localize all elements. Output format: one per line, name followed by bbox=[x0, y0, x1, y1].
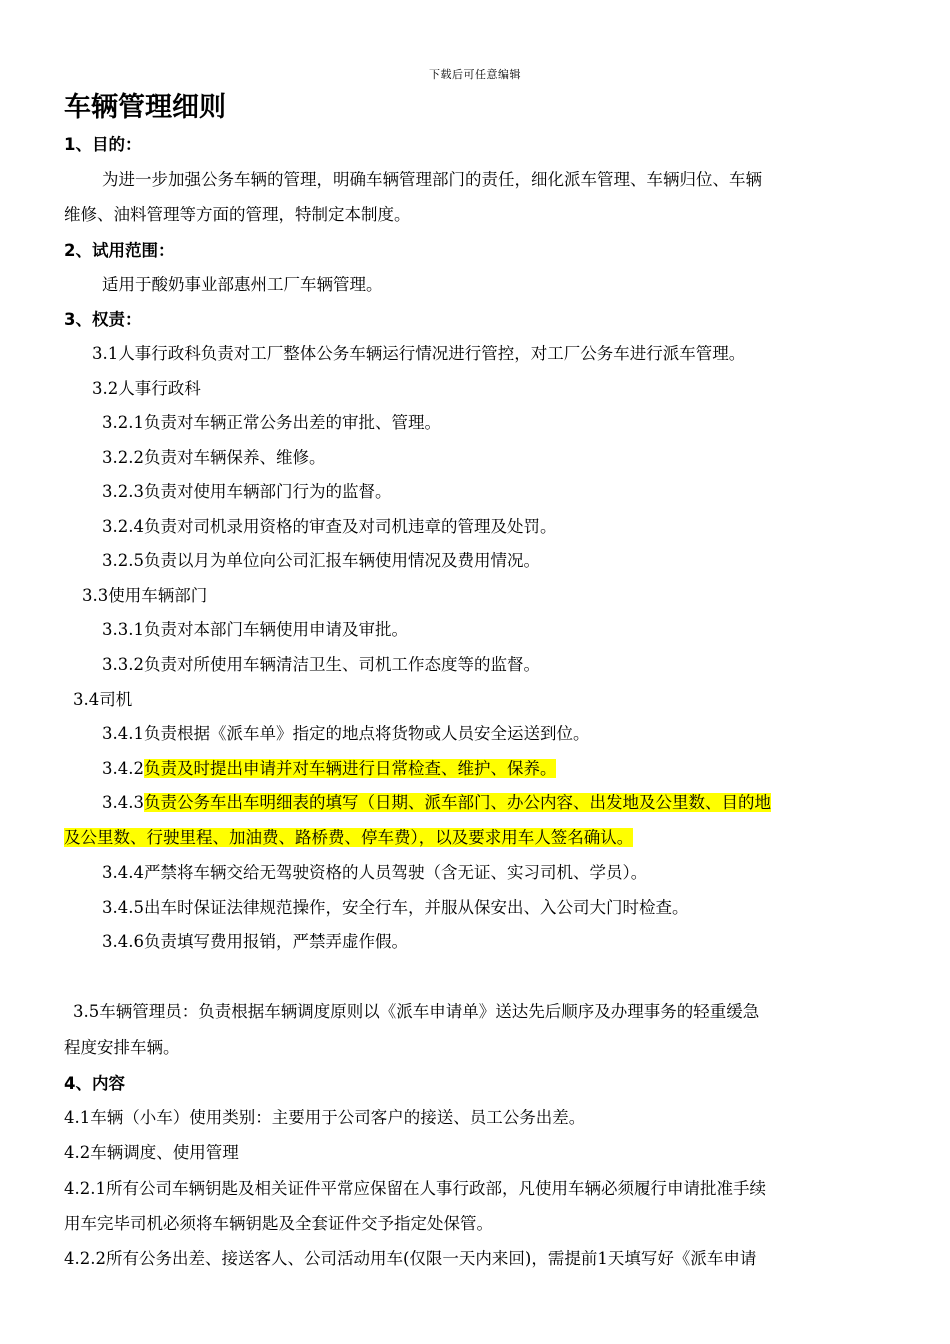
item-3-4-3-highlighted-text-line-2: 及公里数、行驶里程、加油费、路桥费、停车费），以及要求用车人签名确认。 bbox=[64, 828, 634, 847]
item-3-2: 3.2人事行政科 bbox=[92, 379, 201, 398]
item-3-4-3 bbox=[102, 791, 924, 815]
section-1-paragraph-line-1: 为进一步加强公务车辆的管理，明确车辆管理部门的责任，细化派车管理、车辆归位、车辆 bbox=[102, 170, 762, 189]
item-3-4-4: 3.4.4严禁将车辆交给无驾驶资格的人员驾驶（含无证、实习司机、学员）。 bbox=[102, 863, 648, 882]
item-4-2-2-line-1: 4.2.2所有公务出差、接送客人、公司活动用车(仅限一天内来回)，需提前1天填写好《派车申请 bbox=[64, 1249, 757, 1268]
item-4-2-1-line-2: 用车完毕司机必须将车辆钥匙及全套证件交予指定处保管。 bbox=[64, 1214, 493, 1233]
item-3-3-1: 3.3.1负责对本部门车辆使用申请及审批。 bbox=[102, 620, 408, 639]
item-4-1: 4.1车辆（小车）使用类别：主要用于公司客户的接送、员工公务出差。 bbox=[64, 1108, 586, 1127]
item-3-5-line-2: 程度安排车辆。 bbox=[64, 1038, 180, 1057]
item-3-4-1: 3.4.1负责根据《派车单》指定的地点将货物或人员安全运送到位。 bbox=[102, 724, 590, 743]
item-3-4-2-number: 3.4.2 bbox=[102, 759, 144, 778]
header-note: 下载后可任意编辑 bbox=[429, 68, 521, 81]
item-3-2-2: 3.2.2负责对车辆保养、维修。 bbox=[102, 448, 326, 467]
section-4-heading: 4、内容 bbox=[64, 1074, 125, 1093]
section-2-heading: 2、试用范围： bbox=[64, 241, 175, 260]
item-4-2: 4.2车辆调度、使用管理 bbox=[64, 1143, 239, 1162]
item-3-2-3: 3.2.3负责对使用车辆部门行为的监督。 bbox=[102, 482, 392, 501]
item-3-4-3-number: 3.4.3 bbox=[102, 793, 144, 812]
item-3-1: 3.1人事行政科负责对工厂整体公务车辆运行情况进行管控，对工厂公务车进行派车管理。 bbox=[92, 344, 746, 363]
item-3-4: 3.4司机 bbox=[73, 690, 133, 709]
item-3-2-1: 3.2.1负责对车辆正常公务出差的审批、管理。 bbox=[102, 413, 441, 432]
item-3-4-2-highlighted-text: 负责及时提出申请并对车辆进行日常检查、维护、保养。 bbox=[143, 759, 557, 778]
item-3-4-2 bbox=[102, 757, 924, 781]
section-2-paragraph: 适用于酸奶事业部惠州工厂车辆管理。 bbox=[102, 275, 383, 294]
section-3-heading: 3、权责： bbox=[64, 310, 142, 329]
document-title: 车辆管理细则 bbox=[64, 92, 226, 123]
item-3-4-6: 3.4.6负责填写费用报销，严禁弄虚作假。 bbox=[102, 932, 408, 951]
item-3-2-5: 3.2.5负责以月为单位向公司汇报车辆使用情况及费用情况。 bbox=[102, 551, 540, 570]
section-1-heading: 1、目的： bbox=[64, 135, 142, 154]
item-3-3-2: 3.3.2负责对所使用车辆清洁卫生、司机工作态度等的监督。 bbox=[102, 655, 540, 674]
section-1-paragraph-line-2: 维修、油料管理等方面的管理，特制定本制度。 bbox=[64, 205, 411, 224]
item-4-2-1-line-1: 4.2.1所有公司车辆钥匙及相关证件平常应保留在人事行政部，凡使用车辆必须履行申请批准手续 bbox=[64, 1179, 766, 1198]
item-3-4-3-highlighted-text-line-1: 负责公务车出车明细表的填写（日期、派车部门、办公内容、出发地及公里数、目的地 bbox=[143, 793, 771, 812]
item-3-2-4: 3.2.4负责对司机录用资格的审查及对司机违章的管理及处罚。 bbox=[102, 517, 557, 536]
item-3-3: 3.3使用车辆部门 bbox=[82, 586, 208, 605]
item-3-5-line-1: 3.5车辆管理员：负责根据车辆调度原则以《派车申请单》送达先后顺序及办理事务的轻重缓急 bbox=[73, 1002, 760, 1021]
item-3-4-5: 3.4.5出车时保证法律规范操作，安全行车，并服从保安出、入公司大门时检查。 bbox=[102, 898, 689, 917]
item-3-4-3-continued bbox=[64, 826, 886, 850]
